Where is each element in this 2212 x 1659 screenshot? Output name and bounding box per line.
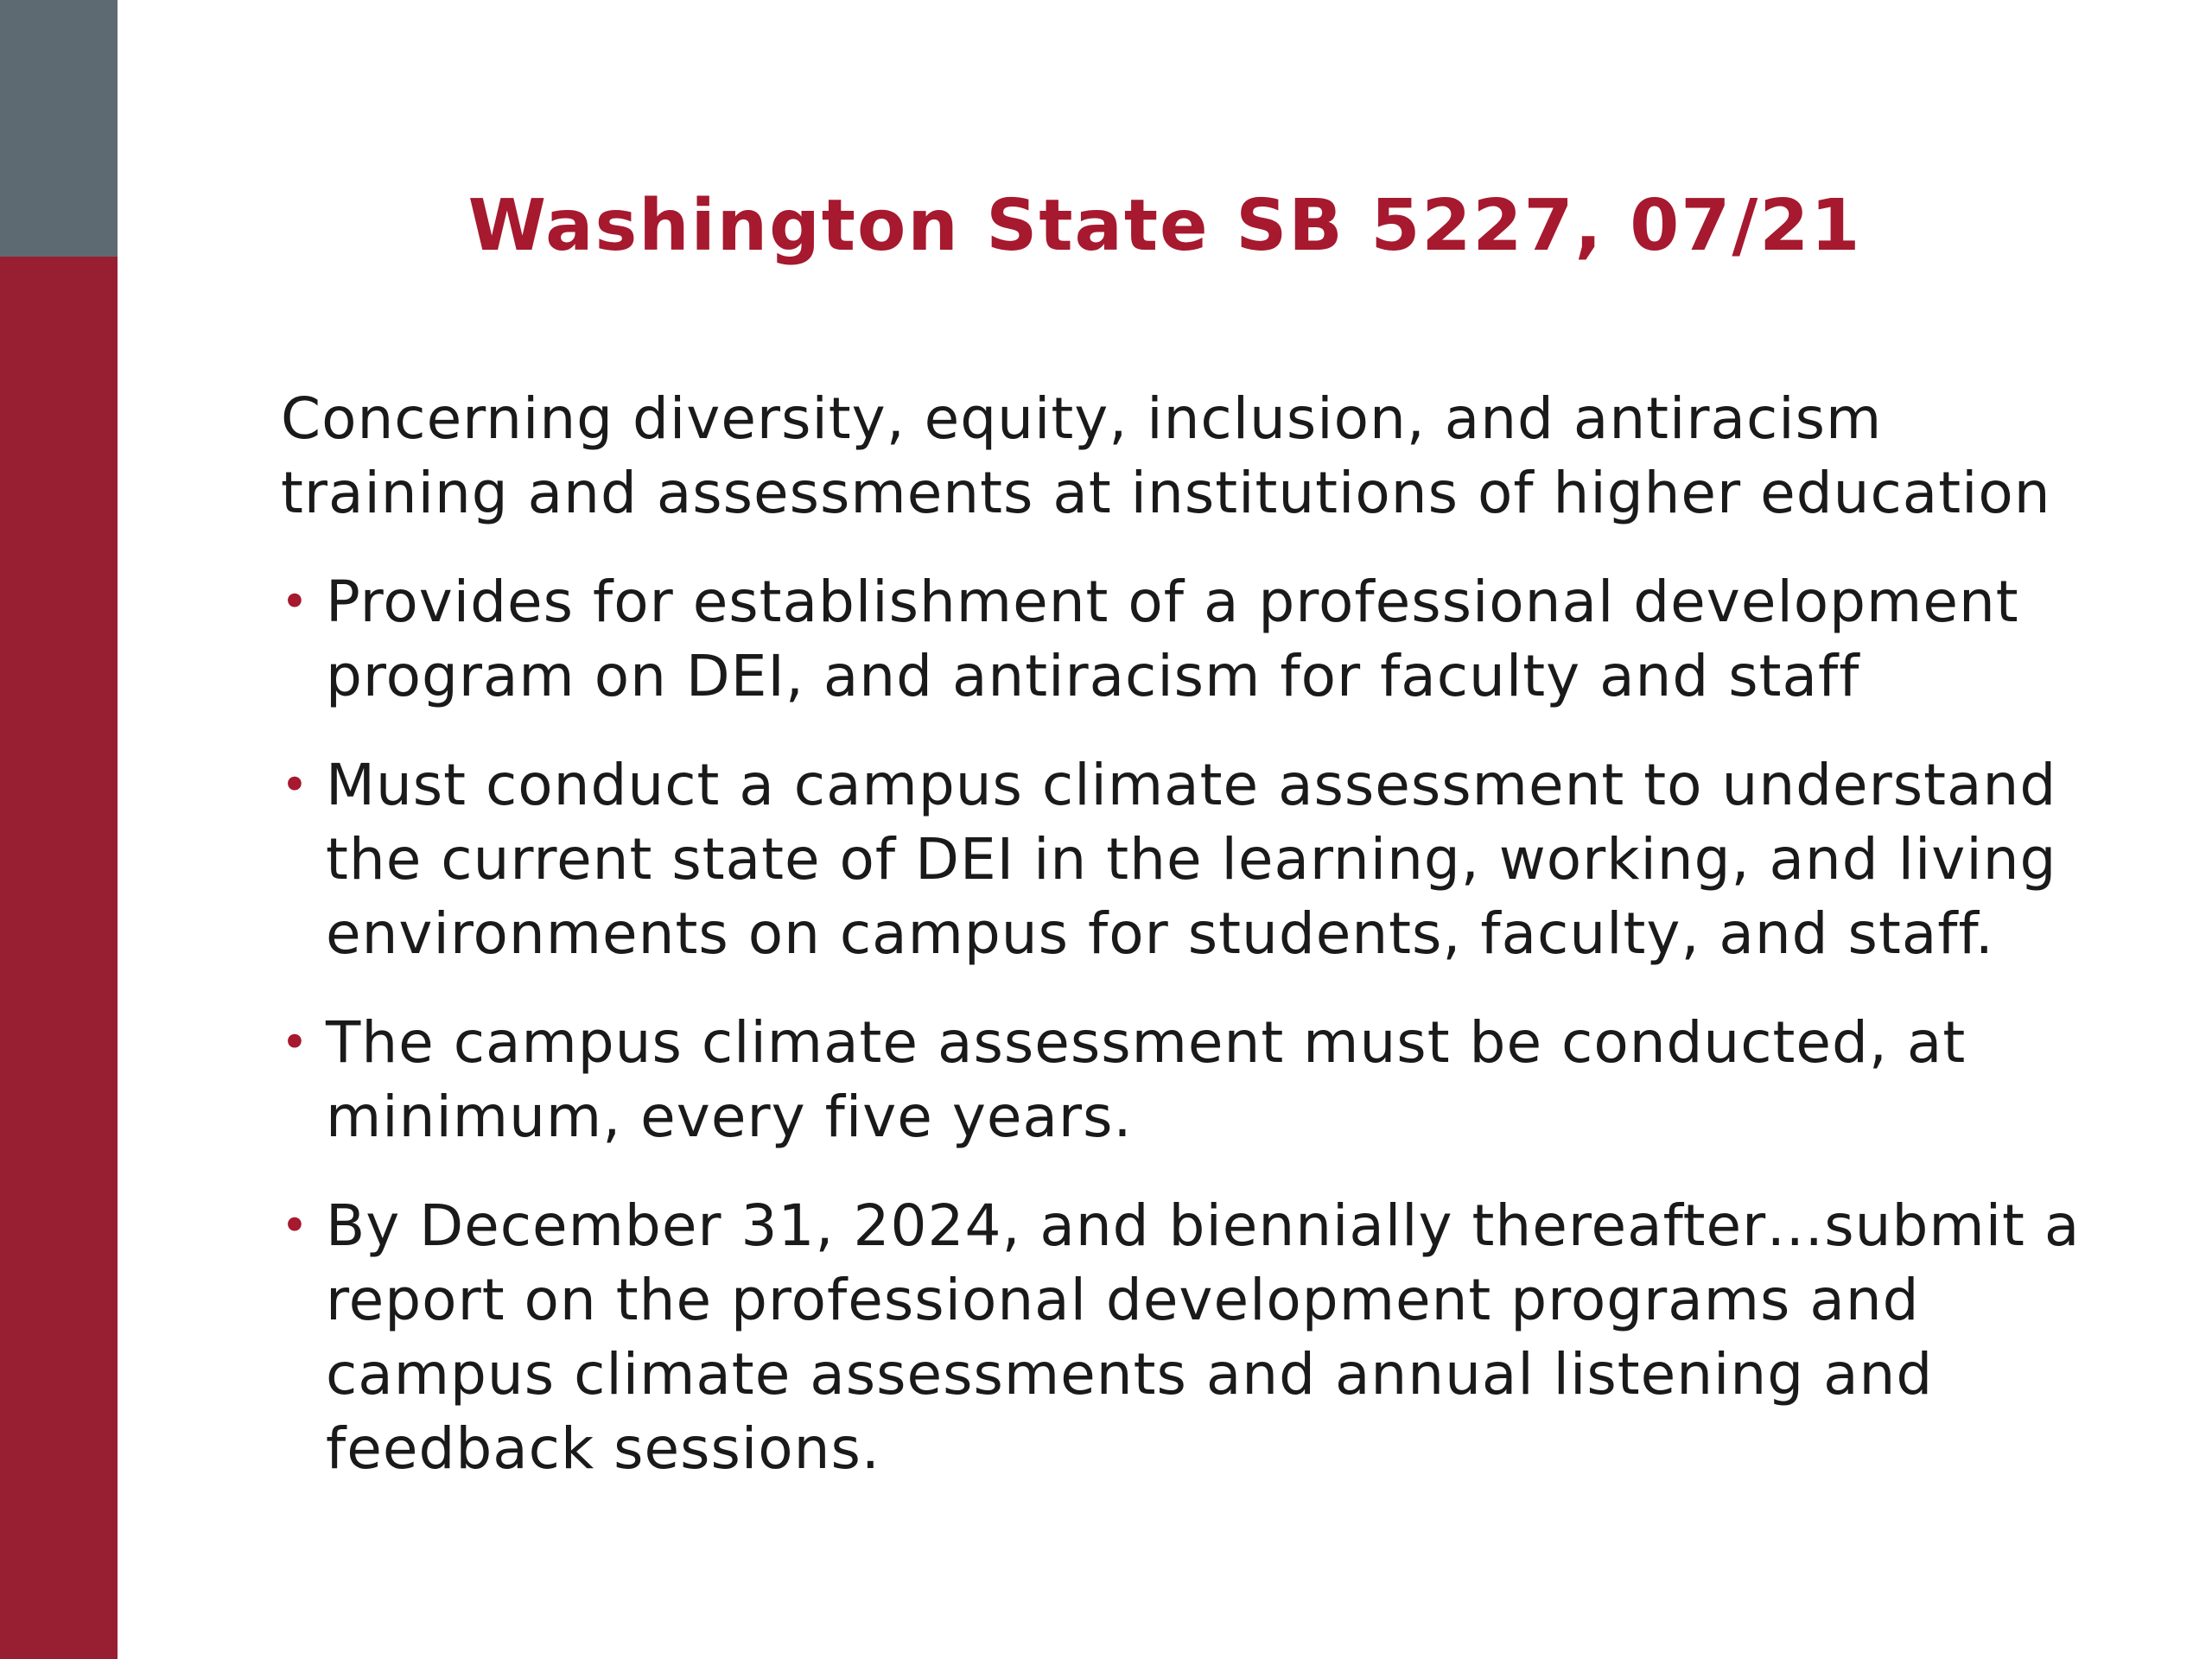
bullet-icon: • (281, 1198, 309, 1253)
bullet-line: campus climate assessments and annual listening and (326, 1341, 1934, 1408)
bullet-line: report on the professional development programs and (326, 1267, 1920, 1333)
bullet-icon: • (281, 1015, 309, 1070)
bullet-list (281, 565, 2139, 1486)
sidebar-gray-band (0, 0, 118, 257)
bullet-item (281, 1006, 2139, 1154)
bullet-item (281, 1189, 2139, 1486)
bullet-line: The campus climate assessment must be conducted, at (326, 1009, 1967, 1076)
bullet-line: By December 31, 2024, and biennially thereafter…submit a (326, 1192, 2081, 1259)
slide-body (281, 382, 2139, 1521)
bullet-item (281, 748, 2139, 971)
sidebar-crimson-band (0, 257, 118, 1659)
slide-title: Washington State SB 5227, 07/21 (467, 185, 1862, 267)
bullet-line: minimum, every five years. (326, 1084, 1133, 1150)
intro-line: training and assessments at institutions of higher education (281, 460, 2051, 526)
bullet-line: the current state of DEI in the learning, working, and living (326, 826, 2057, 893)
bullet-item (281, 565, 2139, 714)
bullet-icon: • (281, 758, 309, 812)
bullet-line: environments on campus for students, faculty, and staff. (326, 900, 1994, 967)
bullet-line: Must conduct a campus climate assessment to understand (326, 752, 2057, 818)
bullet-line: feedback sessions. (326, 1415, 880, 1482)
intro-line: Concerning diversity, equity, inclusion, and antiracism (281, 385, 1883, 452)
bullet-icon: • (281, 575, 309, 629)
bullet-line: program on DEI, and antiracism for faculty and staff (326, 643, 1860, 709)
bullet-line: Provides for establishment of a professional development (326, 569, 2019, 635)
intro-paragraph (281, 382, 2139, 531)
